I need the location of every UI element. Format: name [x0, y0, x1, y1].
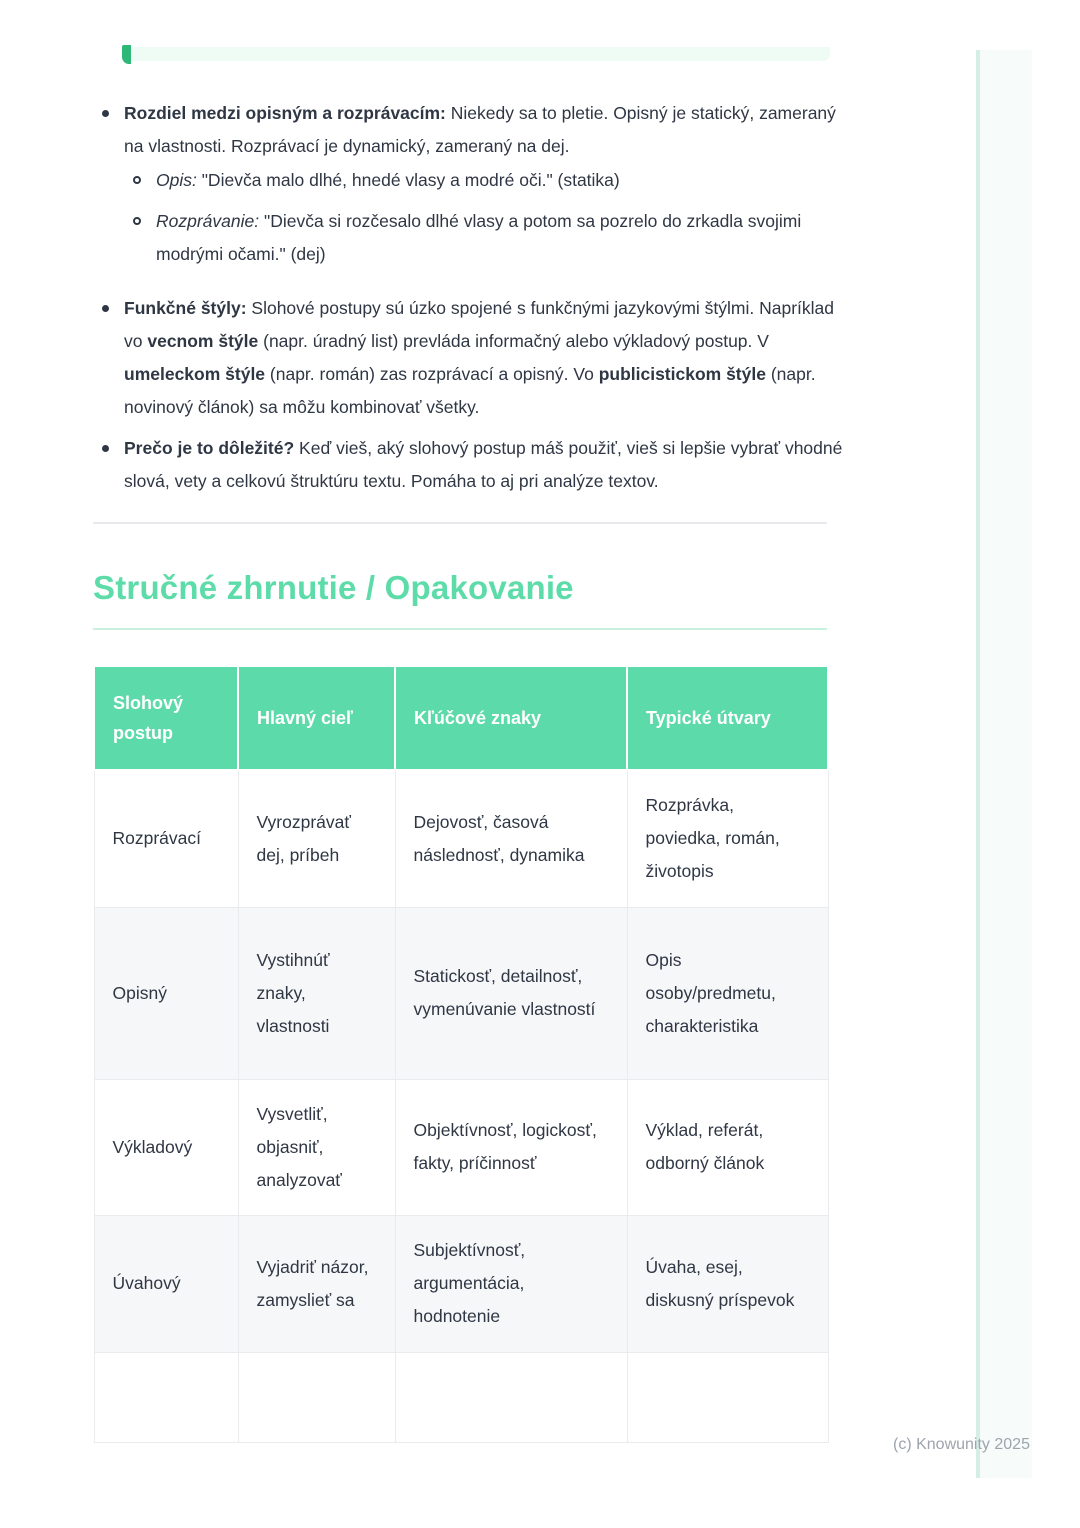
table-row-vykladovy	[94, 1079, 828, 1215]
heading-underline	[93, 628, 827, 630]
table-cell: Výkladový	[94, 1079, 238, 1215]
sub-bullet-text	[156, 205, 845, 271]
table-cell: Subjektívnosť, argumentácia, hodnotenie	[395, 1215, 627, 1352]
body-text: "Dievča si rozčesalo dlhé vlasy a potom sa pozrelo do zrkadla svojimi modrými očami." (dej)	[156, 211, 802, 264]
table-cell: Opis osoby/predmetu, charakteristika	[627, 907, 828, 1079]
table-cell: Výklad, referát, odborný článok	[627, 1079, 828, 1215]
page-margin-panel	[980, 50, 1032, 1478]
callout-body	[131, 47, 830, 61]
callout-remnant	[122, 45, 830, 64]
table-cell: Rozprávací	[94, 770, 238, 907]
bold-lead: Rozdiel medzi opisným a rozprávacím:	[124, 103, 446, 123]
table-cell: Vyrozprávať dej, príbeh	[238, 770, 395, 907]
bold-lead: Prečo je to dôležité?	[124, 438, 295, 458]
table-row-opisny	[94, 907, 828, 1079]
bullet-marker	[102, 110, 109, 117]
sub-bullet-opis	[93, 164, 845, 197]
summary-table	[93, 665, 829, 1443]
bullet-text	[124, 97, 845, 163]
table-cell	[94, 1352, 238, 1442]
bullet-item-preco-dolezite	[93, 432, 845, 498]
section-heading: Stručné zhrnutie / Opakovanie	[93, 569, 574, 606]
sub-bullet-rozpravanie	[93, 205, 845, 271]
header-cell-klucove-znaky: Kľúčové znaky	[395, 666, 627, 770]
body-text: (napr. novinový článok) sa môžu kombinovať všetky.	[124, 364, 816, 417]
circle-marker	[133, 176, 141, 184]
circle-marker	[133, 217, 141, 225]
section-divider	[93, 522, 827, 524]
table-cell: Úvahový	[94, 1215, 238, 1352]
table-cell: Statickosť, detailnosť, vymenúvanie vlastností	[395, 907, 627, 1079]
bullet-item-funkcne-styly	[93, 292, 845, 424]
italic-lead: Opis:	[156, 170, 197, 190]
bold-inline: vecnom štýle	[147, 331, 259, 351]
table-cell: Vystihnúť znaky, vlastnosti	[238, 907, 395, 1079]
table-cell: Úvaha, esej, diskusný príspevok	[627, 1215, 828, 1352]
bullet-item-rozdiel	[93, 97, 845, 163]
table-row-uvahovy	[94, 1215, 828, 1352]
header-cell-hlavny-ciel: Hlavný cieľ	[238, 666, 395, 770]
footer-copyright: (c) Knowunity 2025	[893, 1436, 1030, 1453]
bullet-text	[124, 292, 845, 424]
table-row-rozpravaci	[94, 770, 828, 907]
bold-inline: umeleckom štýle	[124, 364, 266, 384]
bold-inline: publicistickom štýle	[598, 364, 766, 384]
body-text: "Dievča malo dlhé, hnedé vlasy a modré oči." (statika)	[196, 170, 620, 190]
table-cell	[395, 1352, 627, 1442]
sub-bullet-text	[156, 164, 845, 197]
table-row-partial	[94, 1352, 828, 1442]
body-text: Niekedy sa to pletie. Opisný je statický, zameraný na vlastnosti. Rozprávací je dynamický, zameraný na dej.	[124, 103, 836, 156]
table-cell	[627, 1352, 828, 1442]
table-cell	[238, 1352, 395, 1442]
body-text: Slohové postupy sú úzko spojené s funkčnými jazykovými štýlmi. Napríklad vo	[124, 298, 835, 351]
bullet-text	[124, 432, 845, 498]
header-cell-slohovy-postup: Slohový postup	[94, 666, 238, 770]
header-cell-typicke-utvary: Typické útvary	[627, 666, 828, 770]
body-text: (napr. úradný list) prevláda informačný alebo výkladový postup. V	[258, 331, 769, 351]
notes-content	[93, 97, 845, 1443]
italic-lead: Rozprávanie:	[156, 211, 260, 231]
table-cell: Vyjadriť názor, zamyslieť sa	[238, 1215, 395, 1352]
bullet-marker	[102, 305, 109, 312]
table-cell: Opisný	[94, 907, 238, 1079]
table-cell: Objektívnosť, logickosť, fakty, príčinnosť	[395, 1079, 627, 1215]
bullet-marker	[102, 445, 109, 452]
body-text: (napr. román) zas rozprávací a opisný. Vo	[265, 364, 599, 384]
table-cell: Dejovosť, časová následnosť, dynamika	[395, 770, 627, 907]
table-header-row	[94, 666, 828, 770]
callout-accent-cap	[122, 45, 131, 64]
table-cell: Rozprávka, poviedka, román, životopis	[627, 770, 828, 907]
table-cell: Vysvetliť, objasniť, analyzovať	[238, 1079, 395, 1215]
body-text: Keď vieš, aký slohový postup máš použiť, vieš si lepšie vybrať vhodné slová, vety a celkovú štruktúru textu. Pomáha to aj pri analýze textov.	[124, 438, 843, 491]
bold-lead: Funkčné štýly:	[124, 298, 247, 318]
page-edge-line	[976, 50, 980, 1478]
